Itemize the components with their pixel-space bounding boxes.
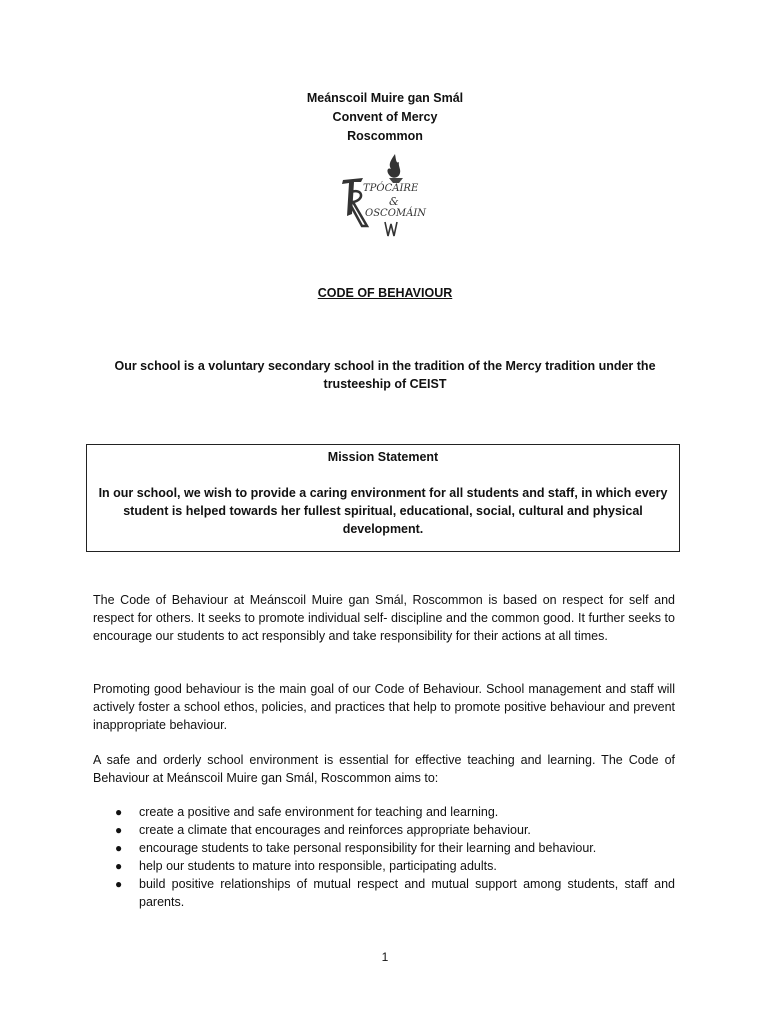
bullet-icon: ● [115, 859, 123, 873]
paragraph-2: Promoting good behaviour is the main goal of our Code of Behaviour. School management and staff will actively foster a school ethos, policies, and practices that help to promote positive behaviour and prevent inappropriate behaviour. [93, 682, 675, 732]
list-item [93, 857, 675, 875]
crest-text-top: ТРÓCAIRE [363, 183, 419, 194]
crest-text-bottom: OSCOMÁIN [365, 208, 427, 219]
list-item [93, 821, 675, 839]
paragraph-1: The Code of Behaviour at Meánscoil Muire gan Smál, Roscommon is based on respect for self and respect for others. It seeks to promote individual self- discipline and the common good. It further seeks to encourage our students to act responsibly and take responsibility for their actions at all times. [93, 593, 675, 643]
list-item-text: encourage students to take personal responsibility for their learning and behaviour. [139, 841, 597, 855]
list-item [93, 839, 675, 857]
aims-list [93, 803, 675, 911]
mission-statement-box [86, 444, 680, 552]
school-crest-icon [333, 152, 451, 240]
list-item-text: help our students to mature into responsible, participating adults. [139, 859, 497, 873]
page-number: 1 [381, 950, 389, 964]
list-item-text: create a climate that encourages and reinforces appropriate behaviour. [139, 823, 531, 837]
list-item-text: build positive relationships of mutual respect and mutual support among students, staff and parents. [139, 877, 675, 909]
crest-text-mid: & [389, 195, 399, 208]
school-subtitle: Convent of Mercy [332, 110, 438, 124]
document-title: CODE OF BEHAVIOUR [317, 286, 453, 300]
list-item [93, 875, 675, 911]
mission-body: In our school, we wish to provide a caring environment for all students and staff, in which every student is helped towards her fullest spiritual, educational, social, cultural and physical development. [98, 486, 668, 536]
bullet-icon: ● [115, 877, 123, 891]
intro-statement: Our school is a voluntary secondary school in the tradition of the Mercy tradition under the trusteeship of CEIST [114, 359, 656, 391]
bullet-icon: ● [115, 805, 123, 819]
paragraph-3: A safe and orderly school environment is essential for effective teaching and learning. The Code of Behaviour at Meánscoil Muire gan Smál, Roscommon aims to: [93, 753, 675, 785]
school-location: Roscommon [347, 129, 423, 143]
bullet-icon: ● [115, 823, 123, 837]
list-item-text: create a positive and safe environment for teaching and learning. [139, 805, 499, 819]
school-name: Meánscoil Muire gan Smál [306, 91, 464, 105]
bullet-icon: ● [115, 841, 123, 855]
mission-title: Mission Statement [327, 450, 439, 464]
document-header [0, 89, 770, 146]
list-item [93, 803, 675, 821]
